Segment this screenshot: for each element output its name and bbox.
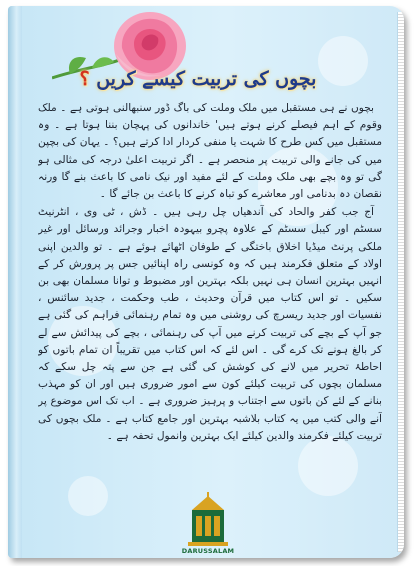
decorative-bubble [318, 36, 368, 86]
book-title [78, 68, 318, 98]
paragraph: آج جب کفر والحاد کی آندھیاں چل رہی ہیں ۔ ڈش ، ٹی وی ، انٹرنیٹ سسٹم اور کیبل سسٹم کے علاوہ پچرو بیہودہ اخبار وجرائد ورسائل اور غیر ملکی پرنٹ میڈیا اخلاق باختگی کے طوفان اٹھائے ہوئے ہے ۔ تو والدین اپنی اولاد کے متعلق فکرمند ہیں کہ وہ کونسی راہ اپنائیں جس پر پرورش کر کے انہیں بہترین انسان ہی نہیں بلکہ بہترین اور مضبوط و توانا مسلمان بھی بن سکیں ۔ تو اس کتاب میں قرآن وحدیث ، طب وحکمت ، جدید سائنس ، نفسیات اور جدید ریسرچ کی روشنی میں وہ تمام رہنمائی فراہم کی گئی ہے جو آپ کے بچے کی تربیت کرنے میں آپ کی رہنمائی ، بچے کی پیدائش سے لے کر بالغ ہونے تک کرے گی ۔ اس لئے کہ اس کتاب میں تقریباً ان تمام باتوں کو احاطۂ تحریر میں لانے کی کوشش کی گئی ہے جن سے پتہ چل سکے کہ مسلمان بچوں کی تربیت کیلئے کون سے امور ضروری ہیں اور ان کو مہذب بنانے کے لئے کن باتوں سے اجتناب و پرہیز ضروری ہے ۔ اب تک اس موضوع پر آنے والی کتب میں یہ کتاب بلاشبہ بہترین اور جامع کتاب ہے ۔ ملک بچوں کی تربیت کیلئے فکرمند والدین کیلئے ایک بہترین وانمول تحفہ ہے ۔ [38, 206, 382, 442]
title-question-mark: ؟ [79, 68, 90, 90]
book-spine [8, 6, 22, 558]
title-text: بچوں کی تربیت کیسے کریں [96, 68, 317, 90]
publisher-logo-text: DARUSSALAM [181, 547, 235, 555]
page-edges [397, 12, 404, 552]
darussalam-logo-icon [178, 492, 238, 548]
description-text-block [38, 100, 382, 456]
paragraph: بچوں نے ہی مستقبل میں ملک وملت کی باگ ڈور سنبھالنی ہوتی ہے ۔ ملک وقوم کے اہم فیصلے کرنے ہوتے ہیں' خاندانوں کی پہچان بننا ہوتا ہے ۔ وہ مستقبل میں کس طرح کا شہت یا منفی کردار ادا کرتے ہیں؟ ۔ یہان کی بچپن میں کی جانے والی تربیت پر منحصر ہے ۔ اگر تربیت اعلیٰ درجہ کی مثالی ہو گی تو وہ بچے بھی ملک وملت کے لئے مفید اور نیک نامی کا باعث بنے گا ورنہ نقصان دہ بدنامی اور معاشرے کو تباہ کرنے کا باعث بن جائے گا ۔ [38, 102, 382, 201]
book-back-cover [8, 6, 404, 558]
decorative-bubble [68, 476, 108, 516]
